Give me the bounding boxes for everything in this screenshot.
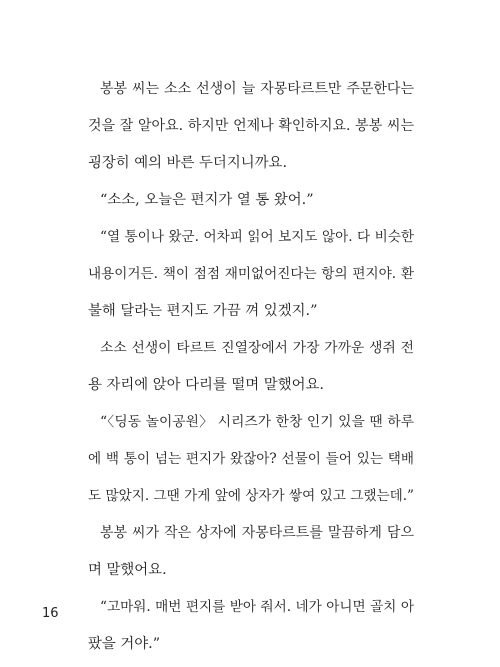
text-line: 내용이거든. 책이 점점 재미없어진다는 항의 편지야. 환 — [88, 266, 414, 282]
text-line: “열 통이나 왔군. 어차피 읽어 보지도 않아. 다 비슷한 — [100, 229, 414, 245]
text-line: 것을 잘 알아요. 하지만 언제나 확인하지요. 봉봉 씨는 — [88, 118, 414, 134]
text-line: 불해 달라는 편지도 가끔 껴 있겠지.” — [88, 303, 318, 319]
text-line: 팠을 거야.” — [88, 636, 161, 652]
text-line: 소소 선생이 타르트 진열장에서 가장 가까운 생쥐 전 — [100, 340, 414, 356]
text-line: “소소, 오늘은 편지가 열 통 왔어.” — [100, 192, 314, 208]
text-line: 용 자리에 앉아 다리를 떨며 말했어요. — [88, 377, 324, 393]
text-line: 에 백 통이 넘는 편지가 왔잖아? 선물이 들어 있는 택배 — [88, 451, 414, 467]
text-line: “〈딩동 놀이공원〉 시리즈가 한창 인기 있을 땐 하루 — [100, 414, 414, 430]
page-number: 16 — [42, 606, 59, 621]
text-line: 며 말했어요. — [88, 562, 167, 578]
text-line: “고마워. 매번 편지를 받아 줘서. 네가 아니면 골치 아 — [100, 599, 414, 615]
text-line: 봉봉 씨는 소소 선생이 늘 자몽타르트만 주문한다는 — [100, 81, 414, 97]
text-line: 굉장히 예의 바른 두더지니까요. — [88, 155, 288, 171]
text-line: 도 많았지. 그땐 가게 앞에 상자가 쌓여 있고 그랬는데.” — [88, 488, 414, 504]
text-line: 봉봉 씨가 작은 상자에 자몽타르트를 말끔하게 담으 — [100, 525, 414, 541]
